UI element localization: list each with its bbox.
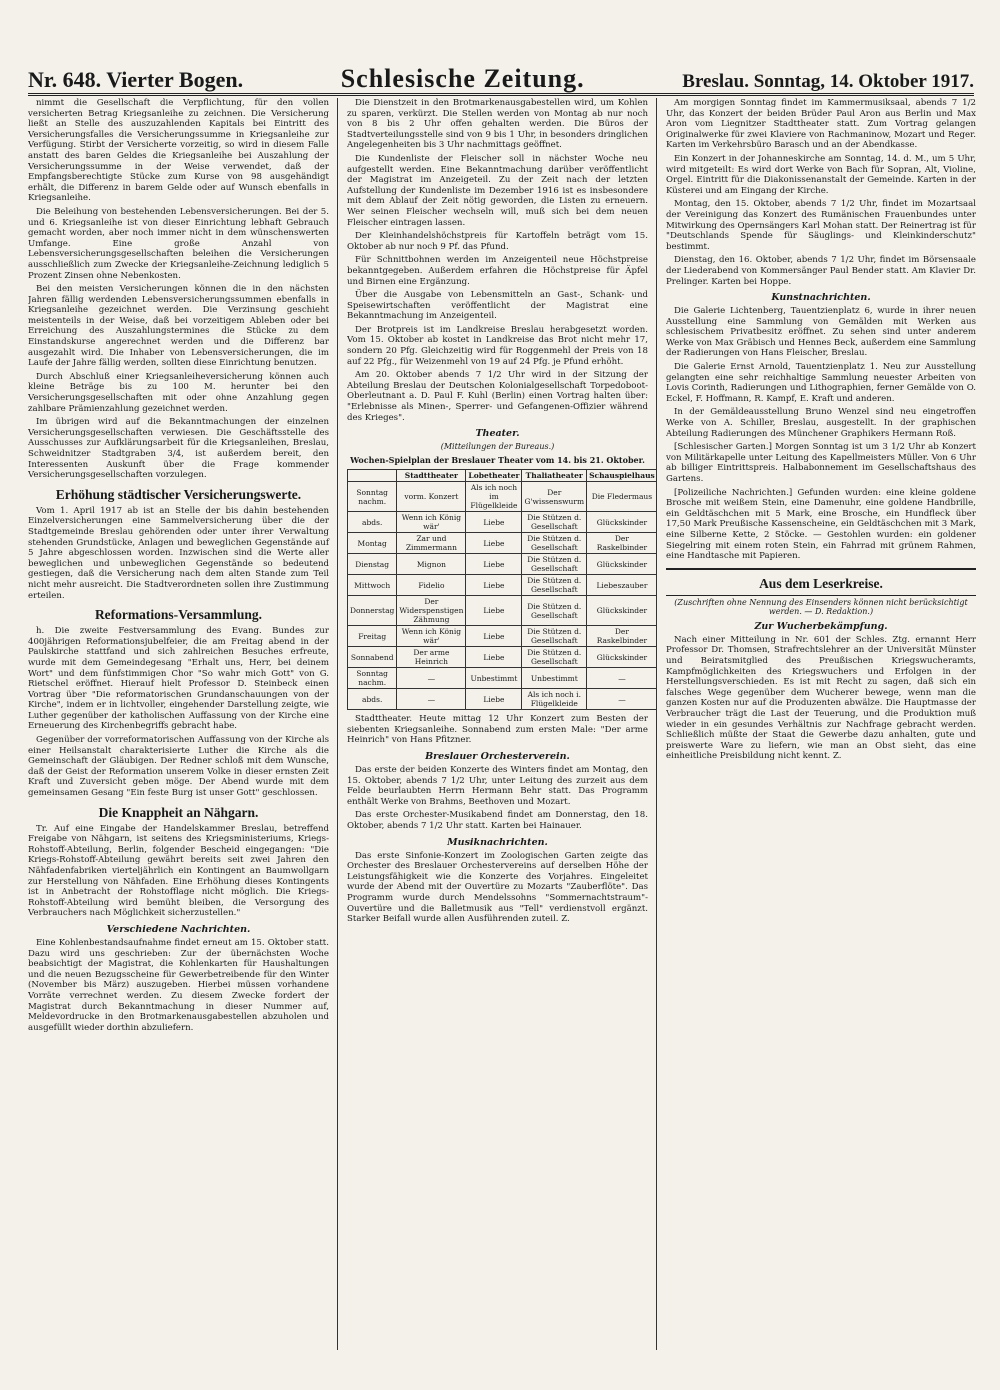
table-cell: Liebeszauber xyxy=(587,575,657,596)
table-cell: Unbestimmt xyxy=(522,668,587,689)
table-cell: Die Stützen d. Gesellschaft xyxy=(522,575,587,596)
headline-theater: Theater. xyxy=(475,428,520,440)
table-cell: Der Raskelbinder xyxy=(587,626,657,647)
table-row xyxy=(348,668,658,689)
paragraph: Ein Konzert in der Johanneskirche am Sonntag, 14. d. M., um 5 Uhr, wird mitgeteilt: Es wird dort Werke von Bach für Sopran, Alt, Violine, Orgel. Eintritt für die Diakonissenanstalt der Gemeinde. Karten in der Küsterei und am Eingang der Kirche. xyxy=(666,153,976,196)
headline-versicherungswerte: Erhöhung städtischer Versicherungswerte. xyxy=(55,486,302,502)
paragraph: nimmt die Gesellschaft die Verpflichtung, für den vollen versicherten Betrag Kriegsanleihe zu zeichnen. Die Versicherung ließt an Stelle des auszuzahlenden Kapitals bei Eintritt des Versicherungsfalles die Versicherungssumme in Kriegsanleihe zur Verfügung. Stirbt der Versicherte vorzeitig, so wird in diesem Falle anstatt des baren Geldes die Kriegsanleihe bei Auszahlung der Versicherungssumme in der Weise verwendet, daß der Empfangsberechtigte Stücke zum Kurse von 98 ausgehändigt erhält, die Differenz in barem Gelde oder auf Wunsch ebenfalls in Kriegsanleihe. xyxy=(28,98,329,204)
table-cell: Liebe xyxy=(466,689,522,710)
table-cell: Der arme Heinrich xyxy=(397,647,466,668)
column-1 xyxy=(28,98,338,1350)
table-cell: Liebe xyxy=(466,512,522,533)
paragraph: Die Galerie Ernst Arnold, Tauentzienplatz 1. Neu zur Ausstellung gelangten eine sehr reichhaltige Sammlung neuester Arbeiten von Lovis Corinth, Radierungen und Lithographien, ferner Gemälde von O. Eckel, F. Hoffmann, R. Kampf, E. Kraft und anderen. xyxy=(666,362,976,404)
paragraph: Die Galerie Lichtenberg, Tauentzienplatz 6, wurde in ihrer neuen Ausstellung eine Sammlung von Gemälden mit Werken aus schlesischem Privatbesitz eröffnet. Zu sehen sind unter anderem Werke von Max Gräbisch und Hennes Beck, außerdem eine Sammlung der Radierungen von Hans Fleischer, Breslau. xyxy=(666,306,976,359)
table-cell: — xyxy=(397,668,466,689)
paragraph: Durch Abschluß einer Kriegsanleiheversicherung können auch kleine Beträge bis zu 100 M. herunter bei den Versicherungsgesellschaften mit oder ohne Anzahlung gegen zahlbare Prämienzahlung gezeichnet werden. xyxy=(28,371,329,414)
masthead xyxy=(28,64,974,92)
newspaper-title: Schlesische Zeitung. xyxy=(340,64,585,93)
table-row xyxy=(348,482,658,512)
table-cell: abds. xyxy=(348,512,397,533)
table-cell: Die Stützen d. Gesellschaft xyxy=(522,512,587,533)
table-cell: abds. xyxy=(348,689,397,710)
paragraph: [Schlesischer Garten.] Morgen Sonntag ist um 3 1/2 Uhr ab Konzert von Militärkapelle unter Leitung des Kapellmeisters Müller. Von 6 Uhr ab billiger Eintrittspreis. Halbabonnement im Gesellschaftshaus des Gartens. xyxy=(666,442,976,484)
table-cell: Liebe xyxy=(466,533,522,554)
table-cell: Liebe xyxy=(466,575,522,596)
table-header-row xyxy=(348,470,658,482)
table-row xyxy=(348,512,658,533)
paragraph: Im übrigen wird auf die Bekanntmachungen der einzelnen Versicherungsgesellschaften verwiesen. Die Geschäftsstelle des Ausschusses zur Aufklärungsarbeit für die Kriegsanleihen, Breslau, Schweidnitzer Stadtgraben 3/4, ist außerdem bereit, den Interessenten Auskunft über die Frage kommender Versicherungsgesellschaften vorzulegen. xyxy=(28,417,329,481)
table-header-cell xyxy=(348,470,397,482)
issue-number: Nr. 648. Vierter Bogen. xyxy=(28,67,244,92)
paragraph: Bei den meisten Versicherungen können die in den nächsten Jahren fällig werdenden Lebensversicherungssummen ebenfalls in Kriegsanleihe gezeichnet werden. Die Verzinsung geschieht meistenteils in der Weise, daß bei vorzeitigem Ableben oder bei Erreichung des Auszahlungstermines die Stücke zu dem Einstandskurse angerechnet werden und die Differenz bar ausgezahlt wird. Die Inhaber von Lebensversicherungen, die im Laufe der Jahre fällig werden, sollten diese Einrichtung benutzen. xyxy=(28,284,329,369)
headline-leserkreise: Aus dem Leserkreise. xyxy=(759,575,883,591)
place-date: Breslau. Sonntag, 14. Oktober 1917. xyxy=(682,71,974,92)
table-cell: Liebe xyxy=(466,647,522,668)
table-cell: Sonnabend xyxy=(348,647,397,668)
paragraph: Gegenüber der vorreformatorischen Auffassung von der Kirche als einer Heilsanstalt charakterisierte Luther die Kirche als die Gemeinschaft der Gläubigen. Der Redner schloß mit dem Wunsche, daß der Geist der Reformation unserem Volke in dieser ernsten Zeit Kraft und Zuversicht geben möge. Der Abend wurde mit dem gemeinsamen Gesang "Ein feste Burg ist unser Gott" geschlossen. xyxy=(28,735,329,799)
table-cell: Der Raskelbinder xyxy=(587,533,657,554)
subheadline-wucher: Zur Wucherbekämpfung. xyxy=(754,620,888,632)
headline-kunstnachrichten: Kunstnachrichten. xyxy=(771,292,871,304)
table-cell: Wenn ich König wär' xyxy=(397,626,466,647)
table-cell: Glückskinder xyxy=(587,596,657,626)
headline-musiknachrichten: Musiknachrichten. xyxy=(447,836,548,848)
table-cell: — xyxy=(587,689,657,710)
table-cell: Der G'wissenswurm xyxy=(522,482,587,512)
column-2 xyxy=(347,98,657,1350)
paragraph: Montag, den 15. Oktober, abends 7 1/2 Uhr, findet im Mozartsaal der Vereinigung das Konzert des Rumänischen Frauenbundes unter Mitwirkung des Opernsängers Karl Mohan statt. Der Reinertrag ist für "Deutschlands Spende für Säuglings- und Kleinkinderschutz" bestimmt. xyxy=(666,199,976,252)
table-title: Wochen-Spielplan der Breslauer Theater vom 14. bis 21. Oktober. xyxy=(350,455,645,466)
table-cell: Zar und Zimmermann xyxy=(397,533,466,554)
table-cell: Wenn ich König wär' xyxy=(397,512,466,533)
table-cell: Mignon xyxy=(397,554,466,575)
paragraph: h. Die zweite Festversammlung des Evang. Bundes zur 400jährigen Reformationsjubelfeier, die am Freitag abend in der Paulskirche stattfand und sich zahlreichen Besuches erfreute, wurde mit dem Gemeindegesang "Erhalt uns, Herr, bei deinem Wort" und dem fünfstimmigen Chor "So wahr mich Gott" von G. Rietschel eröffnet. Hierauf hielt Professor D. Steinbeck einen Vortrag über "Die reformatorischen Grundanschauungen von der Kirche", indem er in lichtvoller, eingehender Darstellung zeigte, wie Luther gegenüber der katholischen Auffassung von der Kirche eine Erneuerung des Kirchenbegriffs gebracht habe. xyxy=(28,626,329,732)
table-cell: — xyxy=(587,668,657,689)
headline-naehgarn: Die Knappheit an Nähgarn. xyxy=(98,804,259,820)
table-cell: Der Widerspenstigen Zähmung xyxy=(397,596,466,626)
paragraph: Der Brotpreis ist im Landkreise Breslau herabgesetzt worden. Vom 15. Oktober ab kostet in Landkreise das Brot nicht mehr 17, sondern 20 Pfg. Gleichzeitig wird für Roggenmehl der Preis von 18 auf 22 Pfg., für Weizenmehl von 19 auf 24 Pfg. je Pfund erhöht. xyxy=(347,324,648,367)
table-cell: Mittwoch xyxy=(348,575,397,596)
table-cell: Freitag xyxy=(348,626,397,647)
paragraph: Eine Kohlenbestandsaufnahme findet erneut am 15. Oktober statt. Dazu wird uns geschrieben: Zur der übernächsten Woche beabsichtigt der Magistrat, die Kohlenkarten für Haushaltungen und die neuen Bezugsscheine für Gewerbetreibende für den Winter (November bis März) auszugeben. Hierbei müssen vorhandene Vorräte verrechnet werden. Zu diesem Zwecke fordert der Magistrat durch Bekanntmachung in dieser Nummer auf, Meldevordrucke in den Brotmarkenausgabestellen abzuholen und ausgefüllt wieder dorthin abzuliefern. xyxy=(28,937,329,1033)
paragraph: Nach einer Mitteilung in Nr. 601 der Schles. Ztg. ernannt Herr Professor Dr. Thomsen, Strafrechtslehrer an der Universität Münster und Beiratsmitglied des Preußischen Kriegswucheramts, Kampfmöglichkeiten des Kriegswuchers und Erfolgen in der Herstellungsverschieden. Es ist mit Recht zu sagen, daß sich ein falsches Wege gegenüber dem Wucherer bewege, wenn man die ganzen Kosten nur auf die Produzenten abwälze. Die Hauptmasse der Verbraucher trägt die Last der Teuerung, und die Produktion muß wieder in ein gesundes Verhältnis zur Nachfrage gebracht werden. Schließlich müßte der Staat die Gewerbe dazu anhalten, gute und preiswerte Ware zu liefern, wie man an Obst sieht, das eine einheitliche Preisbildung nicht kennt. Z. xyxy=(666,634,976,762)
table-cell: Glückskinder xyxy=(587,647,657,668)
table-cell: Liebe xyxy=(466,596,522,626)
table-header-cell: Thaliatheater xyxy=(522,470,587,482)
paragraph: [Polizeiliche Nachrichten.] Gefunden wurden: eine kleine goldene Brosche mit weißem Stein, eine Damenuhr, eine goldene Handbrille, ein Geldtäschchen mit 5 Mark, eine Brosche, ein Hundfleck über 17,50 Mark Preußische Kassenscheine, ein Geldtäschchen mit 3 Mark, eine Silberne Kette, 2 Stöcke. — Gestohlen wurden: ein goldener Siegelring mit einem roten Stein, ein Fahrrad mit grünem Rahmen, eine Handtasche mit Papieren. xyxy=(666,487,976,562)
table-cell: Dienstag xyxy=(348,554,397,575)
table-cell: Die Stützen d. Gesellschaft xyxy=(522,554,587,575)
headline-reformation: Reformations-Versammlung. xyxy=(94,607,263,623)
paragraph: Am 20. Oktober abends 7 1/2 Uhr wird in der Sitzung der Abteilung Breslau der Deutschen Kolonialgesellschaft Torpedoboot-Oberleutnant a. D. Paul F. Kuhl (Berlin) einen Vortrag halten über: "Erlebnisse als Minen-, Sperrer- und Gefangenen-Offizier während des Krieges". xyxy=(347,370,648,423)
column-3 xyxy=(666,98,976,1350)
paragraph: Die Beleihung von bestehenden Lebensversicherungen. Bei der 5. und 6. Kriegsanleihe ist von dieser Einrichtung lebhaft Gebrauch gemacht worden, aber noch immer nicht in dem wünschenswerten Umfange. Eine große Anzahl von Lebensversicherungsgesellschaften beleihen die Versicherungen ausschließlich zum Zwecke der Kriegsanleihe-Zeichnung lediglich 5 Prozent Zinsen ohne Nebenkosten. xyxy=(28,206,329,281)
table-cell: Die Stützen d. Gesellschaft xyxy=(522,626,587,647)
table-cell: Die Fledermaus xyxy=(587,482,657,512)
paragraph: Über die Ausgabe von Lebensmitteln an Gast-, Schank- und Speisewirtschaften veröffentlicht der Magistrat eine Bekanntmachung im Anzeigenteil. xyxy=(347,290,648,322)
table-row xyxy=(348,575,658,596)
table-cell: vorm. Konzert xyxy=(397,482,466,512)
table-cell: Sonntag nachm. xyxy=(348,668,397,689)
subheadline-nachrichten: Verschiedene Nachrichten. xyxy=(106,923,251,935)
table-cell: Liebe xyxy=(466,554,522,575)
table-cell: Donnerstag xyxy=(348,596,397,626)
table-row xyxy=(348,554,658,575)
masthead-rule xyxy=(28,93,974,96)
paragraph: Stadttheater. Heute mittag 12 Uhr Konzert zum Besten der siebenten Kriegsanleihe. Sonnabend zum ersten Male: "Der arme Heinrich" von Hans Pfitzner. xyxy=(347,714,648,746)
table-cell: Montag xyxy=(348,533,397,554)
table-cell: Fidelio xyxy=(397,575,466,596)
leserkreis-section xyxy=(666,568,976,596)
table-row xyxy=(348,596,658,626)
table-cell: Liebe xyxy=(466,626,522,647)
leserkreis-note: (Zuschriften ohne Nennung des Einsenders können nicht berücksichtigt werden. — D. Redaktion.) xyxy=(674,597,968,616)
paragraph: Tr. Auf eine Eingabe der Handelskammer Breslau, betreffend Freigabe von Nähgarn, ist seitens des Kriegsministeriums, Kriegs-Rohstoff-Abteilung, Berlin, folgender Bescheid eingegangen: "Die Kriegs-Rohstoff-Abteilung gewährt bereits seit zwei Jahren den Nähfadenfabriken vierteljährlich ein Kontingent an Baumwollgarn zur Herstellung von Nähfaden. Eine Erhöhung dieses Kontingents ist in Anbetracht der Rohstofflage nicht möglich. Die Kriegs-Rohstoff-Abteilung wird bemüht bleiben, die Versorgung des Verbrauchers nach Möglichkeit sicherzustellen." xyxy=(28,823,329,919)
table-cell: Sonntag nachm. xyxy=(348,482,397,512)
paragraph: Das erste Orchester-Musikabend findet am Donnerstag, den 18. Oktober, abends 7 1/2 Uhr statt. Karten bei Hainauer. xyxy=(347,810,648,831)
table-cell: Glückskinder xyxy=(587,512,657,533)
table-header-cell: Stadttheater xyxy=(397,470,466,482)
table-cell: Unbestimmt xyxy=(466,668,522,689)
paragraph: Vom 1. April 1917 ab ist an Stelle der bis dahin bestehenden Einzelversicherungen eine Sammelversicherung über die der Stadtgemeinde Breslau gehörenden oder unter ihrer Verwaltung stehenden Grundstücke, Anlagen und beweglichen Gegenstände auf 5 Jahre abgeschlossen worden. Inzwischen sind die Werte aller beweglichen und unbeweglichen Gegenstände so bedeutend gestiegen, daß die Versicherung nach dem alten Stande zum Teil nicht mehr ausreicht. Die Stadtverordneten sollen ihre Zustimmung erteilen. xyxy=(28,505,329,601)
table-body xyxy=(348,482,658,710)
theater-schedule-table xyxy=(347,469,657,710)
paragraph: Für Schnittbohnen werden im Anzeigenteil neue Höchstpreise bekanntgegeben. Außerdem erfahren die Höchstpreise für Äpfel und Birnen eine Ergänzung. xyxy=(347,255,648,287)
table-cell: Als ich noch im Flügelkleide xyxy=(466,482,522,512)
table-row xyxy=(348,647,658,668)
table-row xyxy=(348,689,658,710)
paragraph: Das erste der beiden Konzerte des Winters findet am Montag, den 15. Oktober, abends 7 1/2 Uhr, unter Leitung des zurzeit aus dem Felde beurlaubten Herrn Hermann Behr statt. Das Programm enthält Werke von Brahms, Beethoven und Mozart. xyxy=(347,765,648,807)
table-header-cell: Lobetheater xyxy=(466,470,522,482)
paragraph: Die Kundenliste der Fleischer soll in nächster Woche neu aufgestellt werden. Eine Bekanntmachung darüber veröffentlicht der Magistrat im Anzeigeteil. Zu der Zeit nach der letzten Aufstellung der Kundenliste im Dezember 1916 ist es insbesondere mit dem Ablauf der Zeit nötig geworden, die Listen zu erneuern. Wer seinen Fleischer wechseln will, muß sich bei dem neuen Fleischer eintragen lassen. xyxy=(347,153,648,228)
headline-orchesterverein: Breslauer Orchesterverein. xyxy=(425,751,570,762)
table-cell: Als ich noch i. Flügelkleide xyxy=(522,689,587,710)
article-columns xyxy=(28,98,976,1350)
table-cell: Die Stützen d. Gesellschaft xyxy=(522,647,587,668)
table-header-cell: Schauspielhaus xyxy=(587,470,657,482)
paragraph: Das erste Sinfonie-Konzert im Zoologischen Garten zeigte das Orchester des Breslauer Orchestervereins auf derselben Höhe der Leistungsfähigkeit wie die Konzerte des Vorjahres. Eingeleitet wurde der Abend mit der Ouvertüre zu Mozarts "Zauberflöte". Das Programm wurde durch Mendelssohns "Sommernachtstraum"-Ouvertüre und die Balletmusik aus "Tell" verdienstvoll ergänzt. Starker Beifall wurde allen Ausführenden zuteil. Z. xyxy=(347,850,648,925)
theater-note: (Mitteilungen der Bureaus.) xyxy=(440,442,555,452)
table-cell: Die Stützen d. Gesellschaft xyxy=(522,533,587,554)
table-cell: Glückskinder xyxy=(587,554,657,575)
paragraph: In der Gemäldeausstellung Bruno Wenzel sind neu eingetroffen Werke von A. Schiller, Breslau, ausgestellt. In der graphischen Abteilung Radierungen des Münchener Graphikers Hermann Roß. xyxy=(666,407,976,439)
table-cell: — xyxy=(397,689,466,710)
paragraph: Am morgigen Sonntag findet im Kammermusiksaal, abends 7 1/2 Uhr, das Konzert der beiden Brüder Paul Aron aus Berlin und Max Aron vom Liegnitzer Stadttheater statt. Zum Vortrag gelangen Originalwerke für zwei Klaviere von Rachmaninow, Mozart und Reger. Karten im Verkehrsbüro Barasch und an der Abendkasse. xyxy=(666,98,976,151)
paragraph: Der Kleinhandelshöchstpreis für Kartoffeln beträgt vom 15. Oktober ab nur noch 9 Pf. das Pfund. xyxy=(347,231,648,252)
paragraph: Die Dienstzeit in den Brotmarkenausgabestellen wird, um Kohlen zu sparen, verkürzt. Die Stellen werden von Montag ab nur noch von 8 bis 2 Uhr offen gehalten werden. Die Büros der Stadtverteilungsstelle sind von 9 bis 1 Uhr, in besonders dringlichen Angelegenheiten bis 3 Uhr nachmittags geöffnet. xyxy=(347,98,648,151)
paragraph: Dienstag, den 16. Oktober, abends 7 1/2 Uhr, findet im Börsensaale der Liederabend von Kommersänger Paul Bender statt. Am Klavier Dr. Prelinger. Karten bei Hoppe. xyxy=(666,255,976,287)
table-row xyxy=(348,533,658,554)
table-cell: Die Stützen d. Gesellschaft xyxy=(522,596,587,626)
table-row xyxy=(348,626,658,647)
